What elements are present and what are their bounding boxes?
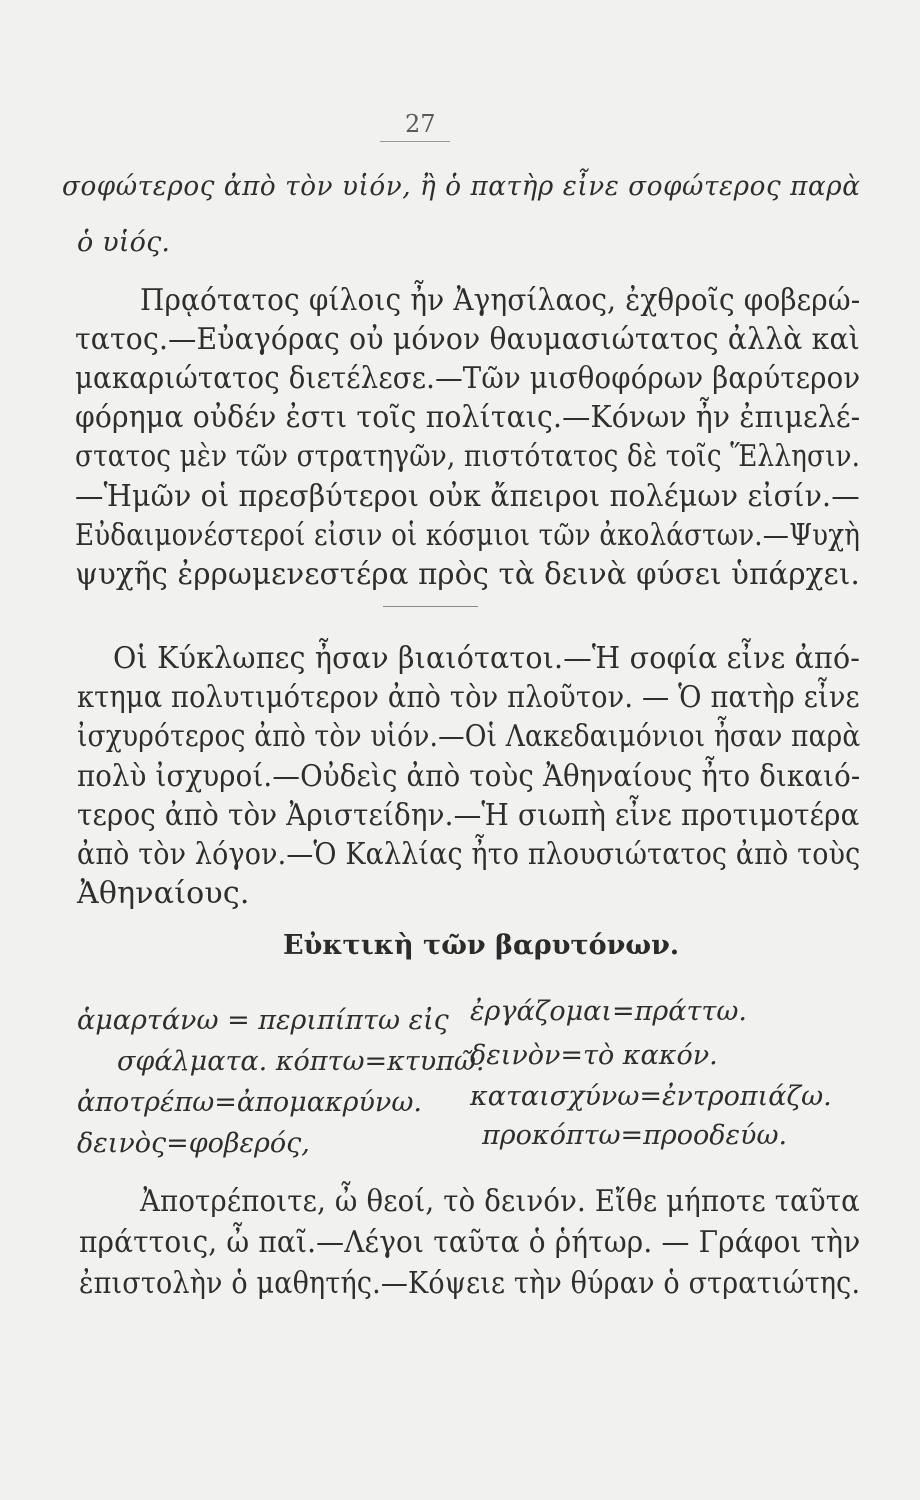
vocab-right-entry: ἐργάζομαι=πράττω. <box>470 996 747 1027</box>
paragraph-2-line: τερος ἀπὸ τὸν Ἀριστείδην.—Ἡ σιωπὴ εἶνε προτιμοτέρα <box>77 798 860 833</box>
vocab-right-entry: καταισχύνω=ἐντροπιάζω. <box>470 1081 832 1112</box>
paragraph-2-line: πολὺ ἰσχυροί.—Οὐδεὶς ἀπὸ τοὺς Ἀθηναίους ἦτο δικαιό- <box>77 759 861 794</box>
paragraph-1-line: στατος μὲν τῶν στρατηγῶν, πιστότατος δὲ τοῖς Ἕλλησιν. <box>75 439 861 474</box>
vocab-right-entry: δεινὸν=τὸ κακόν. <box>470 1040 718 1071</box>
paragraph-1-line: φόρημα οὐδέν ἐστι τοῖς πολίταις.—Κόνων ἦν ἐπιμελέ- <box>75 400 861 435</box>
section-divider <box>383 606 478 607</box>
section-heading: Εὐκτικὴ τῶν βαρυτόνων. <box>283 930 680 961</box>
paragraph-1-line: Πρᾳότατος φίλοις ἦν Ἀγησίλαος, ἐχθροῖς φοβερώ- <box>140 283 861 318</box>
page-number: 27 <box>405 110 436 138</box>
vocab-right-entry: προκόπτω=προοδεύω. <box>482 1120 788 1151</box>
paragraph-1-line: μακαριώτατος διετέλεσε.—Τῶν μισθοφόρων βαρύτερον <box>75 361 861 396</box>
intro-line: ὁ υἱός. <box>77 227 171 258</box>
vocab-left-entry: σφάλματα. κόπτω=κτυπῶ. <box>117 1046 485 1077</box>
paragraph-1-line: Εὐδαιμονέστεροί εἰσιν οἱ κόσμιοι τῶν ἀκολάστων.—Ψυχὴ <box>75 518 861 553</box>
paragraph-2-line: ἀπὸ τὸν λόγον.—Ὁ Καλλίας ἦτο πλουσιώτατος ἀπὸ τοὺς <box>77 837 861 872</box>
intro-line: σοφώτερος ἀπὸ τὸν υἱόν, ἢ ὁ πατὴρ εἶνε σοφώτερος παρὰ <box>62 171 861 202</box>
paragraph-2-line: Ἀθηναίους. <box>77 876 250 911</box>
paragraph-1-line: —Ἡμῶν οἱ πρεσβύτεροι οὐκ ἄπειροι πολέμων εἰσίν.— <box>75 479 860 514</box>
vocab-left-entry: ἁμαρτάνω = περιπίπτω εἰς <box>77 1005 449 1036</box>
vocab-left-entry: ἀποτρέπω=ἀπομακρύνω. <box>77 1087 422 1118</box>
paragraph-3-line: ἐπιστολὴν ὁ μαθητής.—Κόψειε τὴν θύραν ὁ στρατιώτης. <box>79 1266 861 1301</box>
page-number-rule <box>380 141 450 142</box>
paragraph-1-line: τατος.—Εὐαγόρας οὐ μόνον θαυμασιώτατος ἀλλὰ καὶ <box>75 322 860 357</box>
paragraph-2-line: ἰσχυρότερος ἀπὸ τὸν υἱόν.—Οἱ Λακεδαιμόνιοι ἦσαν παρὰ <box>77 719 861 754</box>
paragraph-2-line: Οἱ Κύκλωπες ἦσαν βιαιότατοι.—Ἡ σοφία εἶνε ἀπό- <box>113 641 861 676</box>
paragraph-2-line: κτημα πολυτιμότερον ἀπὸ τὸν πλοῦτον. — Ὁ πατὴρ εἶνε <box>77 680 860 715</box>
paragraph-3-line: πράττοις, ὦ παῖ.—Λέγοι ταῦτα ὁ ῥήτωρ. — Γράφοι τὴν <box>79 1225 861 1260</box>
paragraph-3-line: Ἀποτρέποιτε, ὦ θεοί, τὸ δεινόν. Εἴθε μήποτε ταῦτα <box>140 1184 860 1219</box>
vocab-left-entry: δεινὸς=φοβερός, <box>77 1128 310 1159</box>
paragraph-1-line: ψυχῆς ἐρρωμενεστέρα πρὸς τὰ δεινὰ φύσει ὑπάρχει. <box>75 557 860 592</box>
